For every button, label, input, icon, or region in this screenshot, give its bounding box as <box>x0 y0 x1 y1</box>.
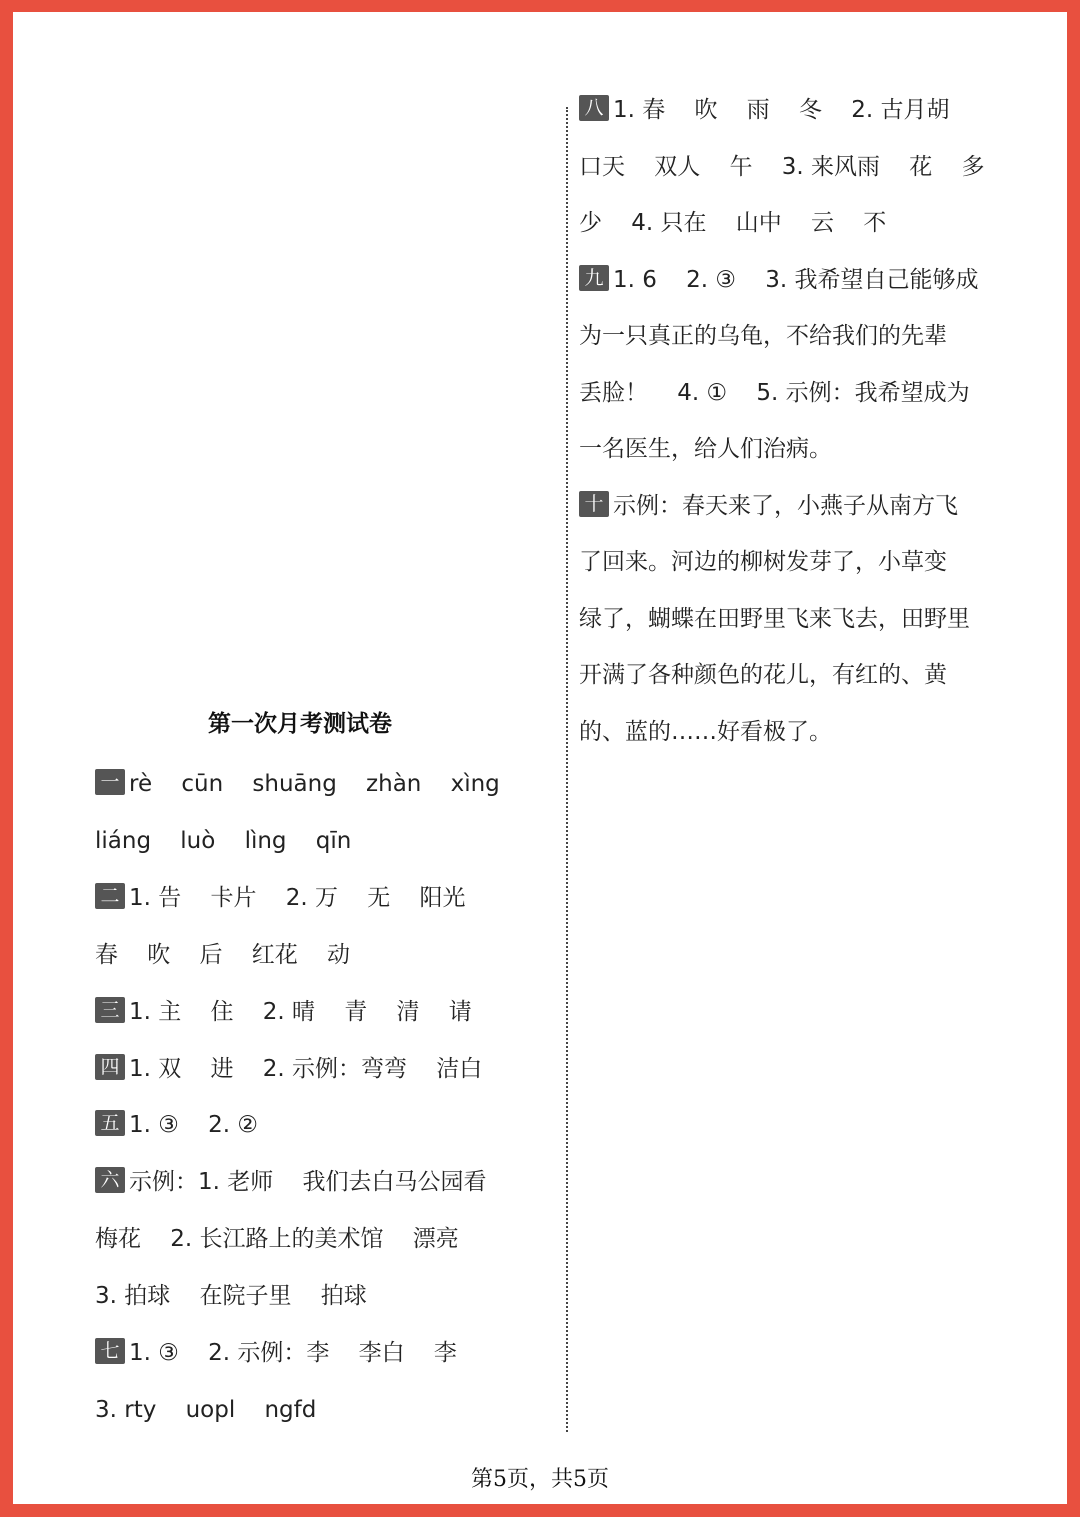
exam-title: 第一次月考测试卷 <box>208 710 392 737</box>
answer-page <box>13 12 1067 1504</box>
answer-line <box>579 429 832 469</box>
answer-line <box>95 1105 258 1145</box>
answer-line <box>579 260 979 300</box>
answer-line <box>579 373 970 413</box>
answer-line <box>95 764 500 804</box>
column-divider <box>566 107 568 1432</box>
answer-text: 3. rty uopl ngfd <box>95 1396 317 1423</box>
answer-text: 示例：春天来了，小燕子从南方飞 <box>613 492 958 519</box>
question-number-badge: 五 <box>95 1110 125 1136</box>
answer-text: 一名医生，给人们治病。 <box>579 436 832 462</box>
question-number-badge: 七 <box>95 1338 125 1364</box>
answer-text: 1. 告 卡片 2. 万 无 阳光 <box>129 884 466 911</box>
answer-text: 1. 春 吹 雨 冬 2. 古月胡 <box>613 97 950 123</box>
answer-text: rè cūn shuāng zhàn xìng <box>129 771 500 797</box>
answer-line <box>579 147 984 187</box>
answer-line <box>95 1333 457 1373</box>
answer-text: 的、蓝的……好看极了。 <box>579 718 832 745</box>
question-number-badge: 一 <box>95 769 125 795</box>
answer-text: liáng luò lìng qīn <box>95 827 352 854</box>
answer-line <box>95 935 350 975</box>
answer-text: 了回来。河边的柳树发芽了，小草变 <box>579 549 947 575</box>
answer-line <box>95 1390 316 1430</box>
answer-line <box>95 1162 487 1202</box>
answer-text: 梅花 2. 长江路上的美术馆 漂亮 <box>95 1226 459 1253</box>
answer-line <box>579 203 886 243</box>
answer-text: 3. 拍球 在院子里 拍球 <box>95 1283 367 1310</box>
answer-text: 1. 双 进 2. 示例：弯弯 洁白 <box>129 1055 483 1082</box>
answer-text: 少 4. 只在 山中 云 不 <box>579 210 887 236</box>
answer-text: 1. 主 住 2. 晴 青 清 请 <box>129 998 472 1025</box>
answer-text: 丢脸！ 4. ① 5. 示例：我希望成为 <box>579 379 970 406</box>
answer-text: 口天 双人 午 3. 来风雨 花 多 <box>579 153 985 180</box>
answer-text: 1. ③ 2. 示例：李 李白 李 <box>129 1340 457 1366</box>
answer-text: 1. ③ 2. ② <box>129 1112 258 1139</box>
question-number-badge: 四 <box>95 1054 125 1080</box>
answer-line <box>579 486 958 526</box>
answer-line <box>579 599 970 639</box>
question-number-badge: 九 <box>579 265 609 291</box>
answer-text: 为一只真正的乌龟，不给我们的先辈 <box>579 323 947 349</box>
question-number-badge: 八 <box>579 95 609 121</box>
question-number-badge: 三 <box>95 997 125 1023</box>
answer-line <box>95 1276 367 1316</box>
answer-line <box>579 542 947 582</box>
answer-line <box>95 992 472 1032</box>
answer-line <box>95 1219 459 1259</box>
answer-text: 开满了各种颜色的花儿，有红的、黄 <box>579 662 947 688</box>
question-number-badge: 二 <box>95 883 125 909</box>
page-footer: 第5页，共5页 <box>471 1467 609 1492</box>
question-number-badge: 六 <box>95 1167 125 1193</box>
answer-line <box>95 878 466 918</box>
answer-text: 1. 6 2. ③ 3. 我希望自己能够成 <box>613 266 979 293</box>
answer-text: 示例：1. 老师 我们去白马公园看 <box>129 1169 487 1196</box>
answer-line <box>579 655 947 695</box>
answer-line <box>579 90 950 130</box>
answer-line <box>95 821 351 861</box>
answer-line <box>579 316 947 356</box>
answer-line <box>579 712 832 752</box>
answer-text: 绿了，蝴蝶在田野里飞来飞去，田野里 <box>579 605 970 632</box>
question-number-badge: 十 <box>579 491 609 517</box>
answer-text: 春 吹 后 红花 动 <box>95 941 350 968</box>
answer-line <box>95 1049 482 1089</box>
